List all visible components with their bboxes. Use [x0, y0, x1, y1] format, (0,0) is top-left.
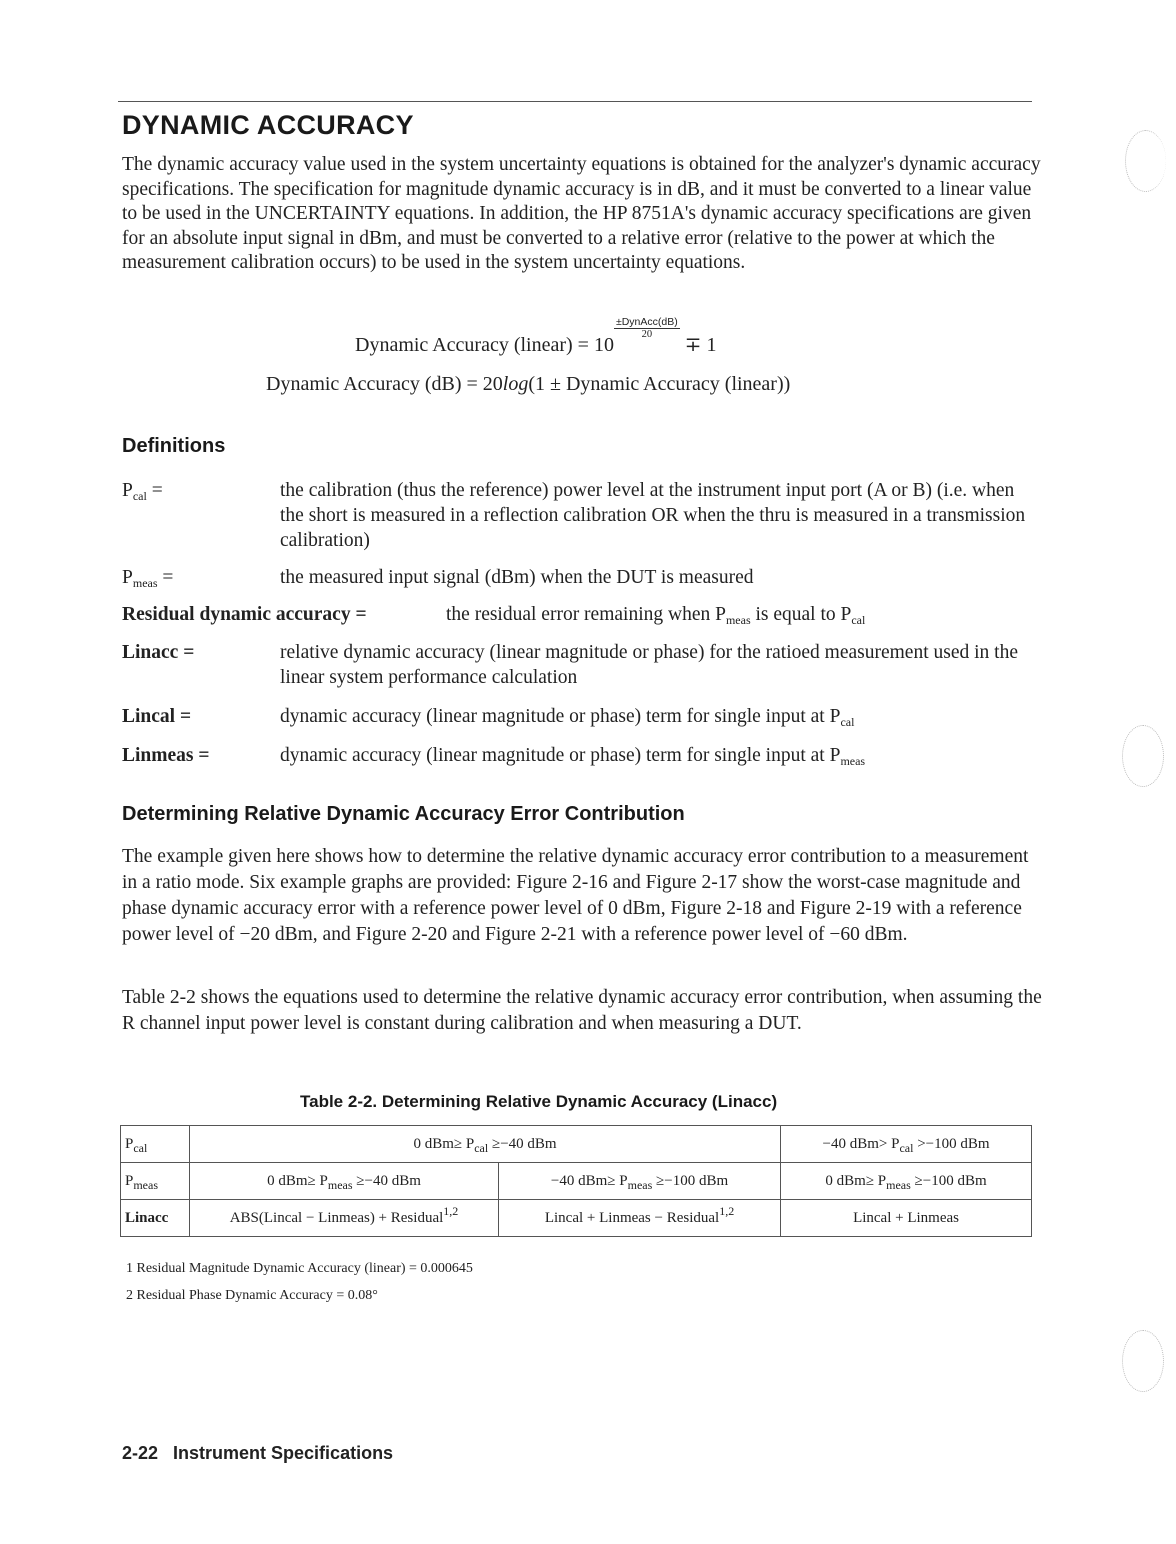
section-heading: Determining Relative Dynamic Accuracy Error Contribution — [122, 803, 685, 825]
linacc-table — [120, 1125, 1032, 1237]
page-title: DYNAMIC ACCURACY — [122, 110, 414, 140]
def-desc-pmeas: the measured input signal (dBm) when the DUT is measured — [280, 567, 754, 588]
def-desc-lincal: dynamic accuracy (linear magnitude or phase) term for single input at $P_{cal}$ — [280, 706, 855, 729]
binder-hole-mark-middle — [1122, 725, 1164, 787]
def-term-linacc: Linacc = — [122, 642, 195, 663]
paragraph-2: Table 2-2 shows the equations used to determine the relative dynamic accuracy error contribution, when assuming the R channel input power level is constant during calibration and when measuring a DUT. — [122, 987, 1042, 1034]
cell-linacc-2: Lincal + Linmeas − Residual$^{1,2}$ — [499, 1200, 781, 1237]
definitions-heading: Definitions — [122, 435, 226, 457]
cell-pmeas-1: 0 $dBm\ge P_{meas} \ge-40$ dBm — [190, 1163, 499, 1200]
cell-pmeas-2: −40 $dBm\ge P_{meas} \ge-100$ dBm — [499, 1163, 781, 1200]
binder-hole-mark-bottom — [1122, 1330, 1164, 1392]
def-desc-linacc: relative dynamic accuracy (linear magnitude or phase) for the ratioed measurement used in the linear system performance calculation — [280, 642, 1018, 688]
row-label-linacc: Linacc — [121, 1200, 190, 1237]
intro-paragraph: The dynamic accuracy value used in the system uncertainty equations is obtained for the analyzer's dynamic accuracy specifications. The specification for magnitude dynamic accuracy is in dB, and it must be converted to a linear value to be used in the UNCERTAINTY equations. In addition, the HP 8751A's dynamic accuracy specifications are given for an absolute input signal in dBm, and must be converted to a relative error (relative to the power at which the measurement calibration occurs) to be used in the system uncertainty equations. — [122, 154, 1041, 273]
equation-db — [266, 373, 790, 396]
row-label-pcal: $P_{cal}$ — [121, 1126, 190, 1163]
eq1-numerator: ±DynAcc(dB) — [615, 316, 678, 328]
footnote-2: 2 Residual Phase Dynamic Accuracy = 0.08° — [126, 1288, 378, 1303]
binder-hole-mark-top — [1125, 130, 1166, 192]
paragraph-1: The example given here shows how to determine the relative dynamic accuracy error contribution to a measurement in a ratio mode. Six example graphs are provided: Figure 2-16 and Figure 2-17 show the worst-case magnitude and phase dynamic accuracy error with a reference power level of 0 dBm, Figure 2-18 and Figure 2-19 with a reference power level of −20 dBm, and Figure 2-20 and Figure 2-21 with a reference power level of −60 dBm. — [122, 846, 1029, 945]
top-rule — [118, 101, 1032, 102]
cell-pcal-low: −40 $dBm> P_{cal} >-100$ dBm — [781, 1126, 1032, 1163]
def-desc-pcal: the calibration (thus the reference) power level at the instrument input port (A or B) (i.e. when the short is measured in a reflection calibration OR when the thru is measured in a transmission calibration) — [280, 480, 1026, 551]
equation-linear — [355, 316, 717, 357]
eq1-right: ∓ 1 — [684, 334, 717, 356]
def-term-residual: Residual dynamic accuracy = — [122, 604, 367, 625]
row-label-pmeas: $P_{meas}$ — [121, 1163, 190, 1200]
table-row-pmeas — [121, 1163, 1032, 1200]
table-row-linacc — [121, 1200, 1032, 1237]
eq2-b: (1 ± Dynamic Accuracy (linear)) — [528, 373, 791, 395]
def-desc-residual: the residual error remaining when $P_{meas}$ is equal to $P_{cal}$ — [446, 604, 866, 627]
eq1-exponent — [614, 316, 680, 340]
eq1-denominator: 20 — [641, 329, 653, 340]
page-footer: 2-22 Instrument Specifications — [122, 1443, 394, 1463]
def-term-linmeas: Linmeas = — [122, 745, 210, 766]
eq2-a: Dynamic Accuracy (dB) = 20 — [266, 373, 503, 395]
eq2-log: log — [502, 373, 529, 395]
eq1-left: Dynamic Accuracy (linear) = 10 — [355, 334, 614, 356]
table-caption: Table 2-2. Determining Relative Dynamic Accuracy (Linacc) — [300, 1092, 778, 1111]
cell-pcal-high: 0 $dBm\ge P_{cal} \ge-40$ dBm — [190, 1126, 781, 1163]
cell-linacc-3: Lincal + Linmeas — [781, 1200, 1032, 1237]
table-row-pcal — [121, 1126, 1032, 1163]
cell-linacc-1: ABS(Lincal − Linmeas) + Residual$^{1,2}$ — [190, 1200, 499, 1237]
def-term-pcal: $P_{cal}$ = — [122, 480, 163, 503]
footnote-1: 1 Residual Magnitude Dynamic Accuracy (linear) = 0.000645 — [126, 1261, 473, 1276]
cell-pmeas-3: 0 $dBm\ge P_{meas} \ge-100$ dBm — [781, 1163, 1032, 1200]
def-term-lincal: Lincal = — [122, 706, 192, 727]
def-term-pmeas: $P_{meas}$ = — [122, 567, 174, 590]
def-desc-linmeas: dynamic accuracy (linear magnitude or phase) term for single input at $P_{meas}$ — [280, 745, 866, 768]
